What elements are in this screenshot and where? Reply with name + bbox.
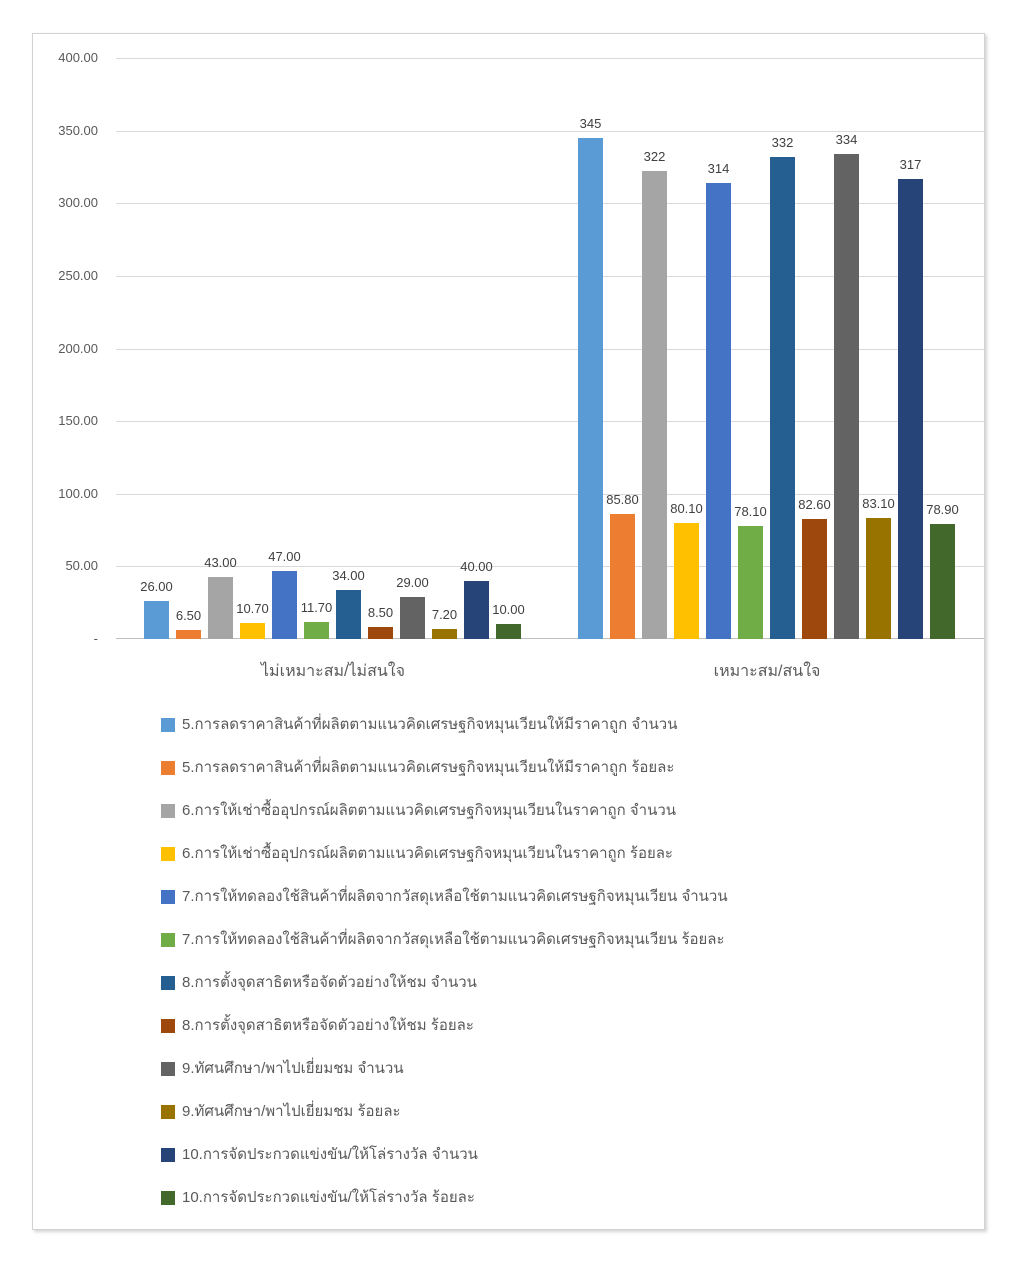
legend-item-label: 7.การให้ทดลองใช้สินค้าที่ผลิตจากวัสดุเหลือใช้ตามแนวคิดเศรษฐกิจหมุนเวียน จำนวน <box>182 888 728 905</box>
bar-data-label: 78.90 <box>926 502 959 518</box>
bar <box>368 627 393 639</box>
bar <box>176 630 201 639</box>
chart-frame <box>32 33 985 1230</box>
bar <box>432 629 457 639</box>
bar-data-label: 80.10 <box>670 500 703 516</box>
bar-data-label: 43.00 <box>204 554 237 570</box>
legend-color-swatch <box>161 761 175 775</box>
bar <box>930 524 955 639</box>
legend-item <box>161 1145 728 1164</box>
legend-item <box>161 930 728 949</box>
y-axis-tick-label: 100.00 <box>58 485 98 501</box>
legend-item <box>161 801 728 820</box>
bar-data-label: 83.10 <box>862 496 895 512</box>
legend-color-swatch <box>161 1191 175 1205</box>
y-axis-tick-label: 150.00 <box>58 413 98 429</box>
bar-data-label: 332 <box>771 134 794 150</box>
y-axis-tick-label: 50.00 <box>65 558 98 574</box>
bar-data-label: 78.10 <box>734 503 767 519</box>
legend-item-label: 5.การลดราคาสินค้าที่ผลิตตามแนวคิดเศรษฐกิจหมุนเวียนให้มีราคาถูก ร้อยละ <box>182 759 675 776</box>
legend-color-swatch <box>161 890 175 904</box>
bar <box>898 179 923 639</box>
legend-item <box>161 844 728 863</box>
bar-data-label: 6.50 <box>175 607 202 623</box>
legend-item-label: 6.การให้เช่าซื้ออุปกรณ์ผลิตตามแนวคิดเศรษฐกิจหมุนเวียนในราคาถูก จำนวน <box>182 802 677 819</box>
bar-data-label: 322 <box>643 149 666 165</box>
bar-data-label: 85.80 <box>606 492 639 508</box>
legend-item-label: 6.การให้เช่าซื้ออุปกรณ์ผลิตตามแนวคิดเศรษฐกิจหมุนเวียนในราคาถูก ร้อยละ <box>182 845 673 862</box>
bar-data-label: 47.00 <box>268 548 301 564</box>
legend-item-label: 10.การจัดประกวดแข่งขัน/ให้โล่รางวัล ร้อยละ <box>182 1189 475 1206</box>
legend-item-label: 8.การตั้งจุดสาธิตหรือจัดตัวอย่างให้ชม ร้อยละ <box>182 1017 474 1034</box>
legend-item-label: 10.การจัดประกวดแข่งขัน/ให้โล่รางวัล จำนวน <box>182 1146 478 1163</box>
legend-item <box>161 973 728 992</box>
legend-color-swatch <box>161 1105 175 1119</box>
bar <box>738 526 763 639</box>
legend-color-swatch <box>161 976 175 990</box>
bar <box>674 523 699 639</box>
bar <box>304 622 329 639</box>
bar-data-label: 314 <box>707 160 730 176</box>
category-label-not-suitable: ไม่เหมาะสม/ไม่สนใจ <box>261 663 405 680</box>
bar-data-label: 82.60 <box>798 497 831 513</box>
bar <box>496 624 521 639</box>
bar <box>770 157 795 639</box>
legend-item <box>161 758 728 777</box>
category-label-suitable: เหมาะสม/สนใจ <box>713 663 821 680</box>
y-axis-tick-label: 200.00 <box>58 340 98 356</box>
gridline <box>116 58 984 59</box>
bar-data-label: 334 <box>835 131 858 147</box>
bar-data-label: 26.00 <box>140 579 173 595</box>
bar <box>834 154 859 639</box>
legend-item-label: 7.การให้ทดลองใช้สินค้าที่ผลิตจากวัสดุเหลือใช้ตามแนวคิดเศรษฐกิจหมุนเวียน ร้อยละ <box>182 931 725 948</box>
y-axis-tick-label: 400.00 <box>58 50 98 65</box>
bar <box>578 138 603 639</box>
bar-data-label: 345 <box>579 115 602 131</box>
y-axis-tick-label: 350.00 <box>58 122 98 138</box>
bar-data-label: 10.70 <box>236 601 269 617</box>
legend-item-label: 8.การตั้งจุดสาธิตหรือจัดตัวอย่างให้ชม จำนวน <box>182 974 477 991</box>
legend-color-swatch <box>161 933 175 947</box>
legend-item <box>161 715 728 734</box>
bar <box>802 519 827 639</box>
bar <box>240 623 265 639</box>
legend-item <box>161 1188 728 1207</box>
legend-item-label: 5.การลดราคาสินค้าที่ผลิตตามแนวคิดเศรษฐกิจหมุนเวียนให้มีราคาถูก จำนวน <box>182 716 678 733</box>
legend-item-label: 9.ทัศนศึกษา/พาไปเยี่ยมชม ร้อยละ <box>182 1103 401 1120</box>
plot-area <box>116 58 984 639</box>
bar-data-label: 29.00 <box>396 574 429 590</box>
bar-data-label: 10.00 <box>492 602 525 618</box>
bar <box>866 518 891 639</box>
y-axis-tick-label: 300.00 <box>58 195 98 211</box>
legend-color-swatch <box>161 718 175 732</box>
legend-item <box>161 1059 728 1078</box>
bar-data-label: 40.00 <box>460 558 493 574</box>
bar-data-label: 8.50 <box>367 604 394 620</box>
legend <box>161 715 728 1207</box>
legend-item <box>161 1102 728 1121</box>
bar-data-label: 34.00 <box>332 567 365 583</box>
y-axis-tick-label: - <box>93 631 98 646</box>
legend-color-swatch <box>161 804 175 818</box>
legend-item <box>161 887 728 906</box>
legend-color-swatch <box>161 1148 175 1162</box>
legend-item <box>161 1016 728 1035</box>
legend-color-swatch <box>161 1062 175 1076</box>
legend-color-swatch <box>161 1019 175 1033</box>
bar <box>610 514 635 639</box>
bar <box>642 171 667 639</box>
bar-data-label: 11.70 <box>300 600 333 616</box>
bar <box>706 183 731 639</box>
legend-color-swatch <box>161 847 175 861</box>
legend-item-label: 9.ทัศนศึกษา/พาไปเยี่ยมชม จำนวน <box>182 1060 404 1077</box>
bar-data-label: 317 <box>899 156 922 172</box>
y-axis-tick-label: 250.00 <box>58 267 98 283</box>
bar-data-label: 7.20 <box>431 606 458 622</box>
